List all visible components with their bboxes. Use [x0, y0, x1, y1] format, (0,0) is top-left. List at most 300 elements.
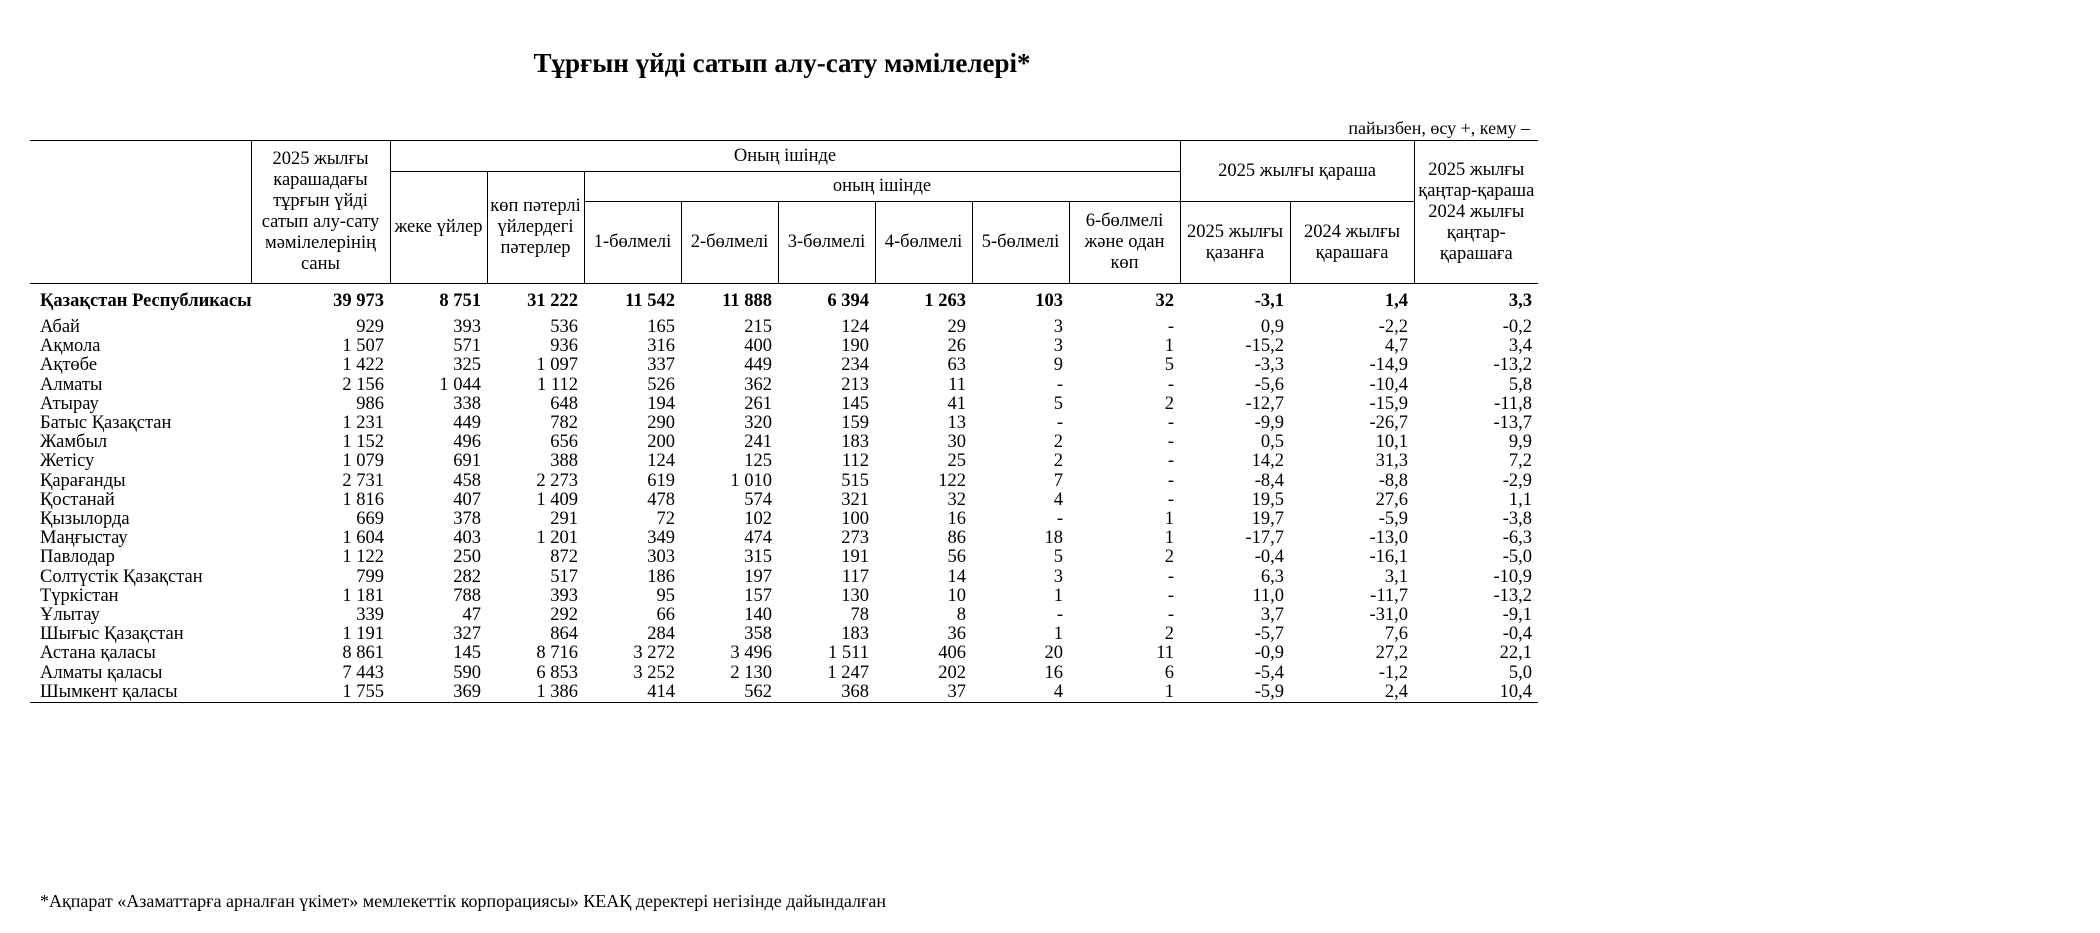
table-cell: 117: [841, 566, 869, 587]
table-cell: -3,3: [1254, 355, 1285, 376]
table-cell: 10,4: [1414, 683, 1538, 703]
table-cell: 407: [453, 489, 481, 510]
header-vs-nov-2024: 2024 жылғы қарашаға: [1290, 202, 1414, 284]
table-cell: 7: [1053, 470, 1063, 491]
table-cell: 349: [647, 528, 675, 549]
table-cell: 337: [647, 355, 675, 376]
table-cell: 130: [841, 585, 869, 606]
region-name: Ақтөбе: [40, 355, 98, 376]
table-cell: -: [1167, 566, 1175, 587]
region-name: Қызылорда: [40, 509, 130, 530]
table-cell: -11,8: [1494, 393, 1533, 414]
table-cell: 31 222: [527, 291, 578, 311]
table-cell: -0,2: [1502, 317, 1533, 337]
table-cell: 10,1: [1375, 432, 1409, 453]
table-cell: -5,4: [1254, 662, 1285, 683]
table-cell: 321: [841, 489, 869, 510]
region-name: Батыс Қазақстан: [40, 413, 172, 434]
table-cell: 799: [356, 566, 384, 587]
table-cell: 458: [453, 470, 481, 491]
table-cell: 691: [453, 451, 481, 472]
region-name: Алматы: [40, 374, 103, 395]
table-cell: 30: [947, 432, 966, 453]
table-cell: -1,2: [1378, 662, 1409, 683]
table-cell: 320: [744, 413, 772, 434]
table-cell: 11 542: [625, 291, 675, 311]
table-cell: -0,4: [1254, 547, 1285, 568]
table-cell: 1 816: [342, 489, 384, 510]
table-cell: 86: [947, 528, 966, 549]
table-cell: 3 272: [633, 643, 675, 664]
table-cell: 574: [744, 489, 772, 510]
unit-note: пайызбен, өсу +, кему –: [1348, 118, 1530, 138]
table-cell: 303: [647, 547, 675, 568]
table-cell: -3,1: [1254, 291, 1285, 311]
housing-deals-table: [30, 140, 1538, 703]
header-room-2: 2-бөлмелі: [681, 202, 778, 284]
table-cell: 273: [841, 528, 869, 549]
table-row: [30, 395, 1538, 414]
table-cell: 5,0: [1508, 662, 1533, 683]
table-cell: 103: [1035, 291, 1063, 311]
table-cell: 6 394: [827, 291, 869, 311]
region-name: Шығыс Қазақстан: [40, 624, 184, 645]
header-room-6-plus: 6-бөлмелі және одан көп: [1069, 202, 1180, 284]
table-row: [30, 337, 1538, 356]
table-cell: 1 191: [342, 624, 384, 645]
table-cell: -6,3: [1502, 528, 1533, 549]
table-cell: 6: [1164, 662, 1175, 683]
table-cell: 215: [744, 317, 772, 337]
table-cell: 14: [947, 566, 966, 587]
table-cell: 3: [1053, 336, 1063, 357]
table-cell: -: [1167, 413, 1175, 434]
table-cell: 619: [647, 470, 675, 491]
region-name: Қазақстан Республикасы: [40, 291, 252, 311]
region-name: Ұлытау: [40, 605, 100, 626]
table-cell: 648: [550, 393, 578, 414]
table-cell: 16: [947, 509, 966, 530]
table-cell: -5,0: [1502, 547, 1533, 568]
table-cell: 145: [453, 643, 481, 664]
table-row-total: [30, 284, 1538, 319]
table-cell: 202: [938, 662, 966, 683]
table-cell: 124: [647, 451, 675, 472]
table-cell: 1: [1164, 509, 1175, 530]
table-cell: 112: [841, 451, 869, 472]
table-cell: 4: [972, 683, 1069, 703]
table-cell: 2 273: [536, 470, 578, 491]
table-cell: -8,8: [1378, 470, 1409, 491]
table-cell: -: [1167, 585, 1175, 606]
table-cell: 190: [841, 336, 869, 357]
table-cell: 8 861: [342, 643, 384, 664]
table-cell: 8: [956, 605, 966, 626]
table-cell: 1 386: [487, 683, 584, 703]
table-cell: 478: [647, 489, 675, 510]
table-cell: -31,0: [1369, 605, 1409, 626]
table-cell: 929: [356, 317, 384, 337]
table-cell: 8 751: [439, 291, 481, 311]
table-cell: 191: [841, 547, 869, 568]
table-cell: 368: [778, 683, 875, 703]
table-cell: 2 130: [730, 662, 772, 683]
table-cell: 16: [1044, 662, 1063, 683]
table-cell: 3,1: [1384, 566, 1409, 587]
table-cell: 241: [744, 432, 772, 453]
header-nov-2025: 2025 жылғы қараша: [1180, 141, 1414, 202]
region-name: Павлодар: [40, 547, 115, 568]
table-cell: 362: [744, 374, 772, 395]
table-cell: 1 604: [342, 528, 384, 549]
page-title: Тұрғын үйді сатып алу-сату мәмілелері*: [533, 48, 1031, 78]
table-cell: 11: [948, 374, 966, 395]
table-cell: 3 496: [730, 643, 772, 664]
table-cell: 2: [1164, 547, 1175, 568]
table-row: [30, 664, 1538, 683]
table-cell: 22,1: [1499, 643, 1533, 664]
table-cell: 95: [656, 585, 675, 606]
table-cell: 197: [744, 566, 772, 587]
table-cell: 562: [681, 683, 778, 703]
table-cell: 3,4: [1508, 336, 1533, 357]
table-cell: 26: [947, 336, 966, 357]
table-cell: 339: [356, 605, 384, 626]
table-row: [30, 510, 1538, 529]
table-cell: 3,7: [1260, 605, 1285, 626]
table-cell: 393: [453, 317, 481, 337]
table-row: [30, 491, 1538, 510]
table-cell: -: [1056, 605, 1063, 626]
table-cell: 536: [550, 317, 578, 337]
table-row: [30, 548, 1538, 567]
table-cell: -: [1167, 432, 1175, 453]
table-cell: 14,2: [1251, 451, 1285, 472]
table-cell: 32: [947, 489, 966, 510]
table-cell: 1,1: [1508, 489, 1533, 510]
table-cell: -15,2: [1245, 336, 1285, 357]
table-cell: 2: [1053, 451, 1063, 472]
table-cell: -2,2: [1378, 317, 1409, 337]
table-cell: 9,9: [1508, 432, 1533, 453]
region-name: Түркістан: [40, 585, 119, 606]
table-cell: 1 097: [536, 355, 578, 376]
table-cell: 3: [1053, 566, 1063, 587]
table-cell: 18: [1044, 528, 1063, 549]
table-cell: 2,4: [1290, 683, 1414, 703]
table-cell: 1 247: [827, 662, 869, 683]
table-cell: -15,9: [1369, 393, 1409, 414]
table-cell: -10,9: [1493, 566, 1533, 587]
table-cell: 37: [875, 683, 972, 703]
table-cell: 1 422: [342, 355, 384, 376]
table-cell: 5: [1164, 355, 1175, 376]
table-cell: 157: [744, 585, 772, 606]
table-cell: 2: [1053, 432, 1063, 453]
table-cell: 72: [656, 509, 675, 530]
table-cell: 140: [744, 605, 772, 626]
table-cell: 1 079: [342, 451, 384, 472]
table-cell: 6,3: [1260, 566, 1285, 587]
region-name: Ақмола: [40, 336, 101, 357]
table-cell: 183: [841, 624, 869, 645]
table-cell: 1 181: [342, 585, 384, 606]
table-cell: 669: [356, 509, 384, 530]
table-row: [30, 318, 1538, 337]
table-cell: -12,7: [1245, 393, 1285, 414]
table-cell: 2: [1164, 393, 1175, 414]
table-cell: 388: [550, 451, 578, 472]
header-apartments: көп пәтерлі үйлердегі пәтерлер: [487, 172, 584, 284]
table-cell: -13,0: [1369, 528, 1409, 549]
region-name: Атырау: [40, 393, 99, 414]
table-cell: 1 507: [342, 336, 384, 357]
table-cell: 378: [453, 509, 481, 530]
table-cell: 325: [453, 355, 481, 376]
table-cell: 124: [841, 317, 869, 337]
table-cell: 2: [1164, 624, 1175, 645]
table-cell: 403: [453, 528, 481, 549]
table-cell: 56: [947, 547, 966, 568]
table-cell: 31,3: [1375, 451, 1409, 472]
table-cell: 13: [947, 413, 966, 434]
table-cell: 7,2: [1508, 451, 1533, 472]
table-cell: 7,6: [1384, 624, 1409, 645]
table-cell: 782: [550, 413, 578, 434]
table-cell: 165: [647, 317, 675, 337]
table-cell: -14,9: [1369, 355, 1409, 376]
table-cell: 10: [947, 585, 966, 606]
table-cell: -9,9: [1254, 413, 1285, 434]
table-cell: -0,4: [1502, 624, 1533, 645]
table-cell: 369: [390, 683, 487, 703]
table-cell: -: [1167, 317, 1175, 337]
table-cell: 1: [1053, 624, 1063, 645]
table-cell: -5,9: [1378, 509, 1409, 530]
table-cell: 292: [550, 605, 578, 626]
table-cell: 63: [947, 355, 966, 376]
table-cell: -10,4: [1369, 374, 1409, 395]
table-cell: 872: [550, 547, 578, 568]
table-cell: 1 122: [342, 547, 384, 568]
table-row: [30, 625, 1538, 644]
table-cell: 1: [1164, 528, 1175, 549]
table-cell: -: [1056, 374, 1063, 395]
table-cell: 788: [453, 585, 481, 606]
table-cell: -26,7: [1369, 413, 1409, 434]
table-row: [30, 568, 1538, 587]
table-cell: 316: [647, 336, 675, 357]
table-cell: -13,2: [1493, 585, 1533, 606]
table-cell: 3: [1053, 317, 1063, 337]
table-cell: 449: [453, 413, 481, 434]
table-cell: 213: [841, 374, 869, 395]
table-cell: -: [1167, 470, 1175, 491]
table-cell: 47: [462, 605, 481, 626]
table-cell: 4,7: [1384, 336, 1409, 357]
table-cell: 1 511: [828, 643, 869, 664]
table-cell: 186: [647, 566, 675, 587]
table-cell: 5,8: [1508, 374, 1533, 395]
table-cell: 8 716: [536, 643, 578, 664]
table-cell: 78: [850, 605, 869, 626]
table-cell: 358: [744, 624, 772, 645]
table-cell: 393: [550, 585, 578, 606]
table-cell: 125: [744, 451, 772, 472]
table-row: [30, 529, 1538, 548]
table-cell: -: [1167, 605, 1175, 626]
table-cell: 936: [550, 336, 578, 357]
table-cell: 11,0: [1252, 585, 1285, 606]
table-cell: 261: [744, 393, 772, 414]
table-cell: 7 443: [342, 662, 384, 683]
table-cell: 496: [453, 432, 481, 453]
table-cell: 29: [947, 317, 966, 337]
table-cell: -13,2: [1493, 355, 1533, 376]
table-row: [30, 452, 1538, 471]
table-cell: 32: [1155, 291, 1175, 311]
table-cell: 864: [550, 624, 578, 645]
table-cell: 250: [453, 547, 481, 568]
table-cell: 25: [947, 451, 966, 472]
table-cell: 5: [1053, 393, 1063, 414]
table-cell: -9,1: [1502, 605, 1533, 626]
table-cell: 2 731: [342, 470, 384, 491]
table-cell: -: [1167, 374, 1175, 395]
table-cell: 102: [744, 509, 772, 530]
table-cell: 315: [744, 547, 772, 568]
header-room-5: 5-бөлмелі: [972, 202, 1069, 284]
table-cell: 526: [647, 374, 675, 395]
table-cell: 27,6: [1375, 489, 1409, 510]
table-cell: 66: [656, 605, 675, 626]
table-cell: 194: [647, 393, 675, 414]
table-cell: -2,9: [1502, 470, 1533, 491]
region-name: Абай: [40, 317, 80, 337]
table-cell: -5,7: [1254, 624, 1285, 645]
table-cell: -16,1: [1369, 547, 1409, 568]
table-cell: -0,9: [1254, 643, 1285, 664]
header-room-1: 1-бөлмелі: [584, 202, 681, 284]
table-cell: 1 755: [251, 683, 390, 703]
table-cell: 1: [1069, 683, 1180, 703]
table-cell: 1 112: [537, 374, 578, 395]
footnote: *Ақпарат «Азаматтарға арналған үкімет» мемлекеттік корпорациясы» КЕАҚ деректері негізінде дайындалған: [40, 891, 886, 911]
table-row: [30, 433, 1538, 452]
table-cell: 515: [841, 470, 869, 491]
table-cell: 41: [947, 393, 966, 414]
table-cell: 9: [1053, 355, 1063, 376]
table-cell: 183: [841, 432, 869, 453]
table-cell: 338: [453, 393, 481, 414]
table-cell: 290: [647, 413, 675, 434]
table-row: [30, 472, 1538, 491]
table-cell: 234: [841, 355, 869, 376]
table-cell: 414: [584, 683, 681, 703]
table-cell: 5: [1053, 547, 1063, 568]
table-cell: 406: [938, 643, 966, 664]
table-cell: 1 409: [536, 489, 578, 510]
table-row: [30, 356, 1538, 375]
table-cell: 449: [744, 355, 772, 376]
table-cell: 400: [744, 336, 772, 357]
table-cell: -13,7: [1493, 413, 1533, 434]
table-cell: 1 263: [924, 291, 966, 311]
table-cell: -: [1056, 413, 1063, 434]
table-row: [30, 376, 1538, 395]
region-name: Жамбыл: [40, 432, 108, 453]
table-cell: -: [1167, 489, 1175, 510]
table-cell: -: [1167, 451, 1175, 472]
table-cell: 282: [453, 566, 481, 587]
table-cell: 327: [453, 624, 481, 645]
region-name: Жетісу: [40, 451, 95, 472]
table-row: [30, 414, 1538, 433]
table-cell: 0,9: [1260, 317, 1285, 337]
table-cell: -11,7: [1370, 585, 1409, 606]
region-name: Қостанай: [40, 489, 115, 510]
table-cell: 986: [356, 393, 384, 414]
table-cell: 11 888: [722, 291, 772, 311]
table-cell: 284: [647, 624, 675, 645]
table-cell: 0,5: [1260, 432, 1285, 453]
table-cell: 1 152: [342, 432, 384, 453]
table-body: [30, 284, 1538, 703]
table-cell: 100: [841, 509, 869, 530]
table-cell: 590: [453, 662, 481, 683]
table-cell: 19,5: [1251, 489, 1285, 510]
header-room-3: 3-бөлмелі: [778, 202, 875, 284]
table-cell: 1 231: [342, 413, 384, 434]
table-cell: -3,8: [1502, 509, 1533, 530]
region-name: Солтүстік Қазақстан: [40, 566, 203, 587]
table-cell: 159: [841, 413, 869, 434]
header-of-which: Оның ішінде: [390, 141, 1180, 172]
table-cell: 19,7: [1251, 509, 1285, 530]
table-row: [30, 587, 1538, 606]
region-name: Маңғыстау: [40, 528, 128, 549]
table-cell: 3,3: [1508, 291, 1533, 311]
table-cell: 27,2: [1375, 643, 1409, 664]
table-cell: -17,7: [1245, 528, 1285, 549]
table-cell: -8,4: [1254, 470, 1285, 491]
header-ytd: 2025 жылғы қаңтар-қараша 2024 жылғы қаңтар-қарашаға: [1414, 141, 1538, 284]
table-cell: -: [1056, 509, 1063, 530]
header-vs-oct-2025: 2025 жылғы қазанға: [1180, 202, 1290, 284]
table-cell: 1,4: [1384, 291, 1409, 311]
table-cell: 39 973: [333, 291, 384, 311]
table-cell: -5,9: [1180, 683, 1290, 703]
table-row: [30, 644, 1538, 663]
table-cell: 6 853: [536, 662, 578, 683]
table-cell: 1 201: [536, 528, 578, 549]
table-cell: 571: [453, 336, 481, 357]
table-cell: 145: [841, 393, 869, 414]
header-of-which-sub: оның ішінде: [584, 172, 1180, 202]
table-cell: 11: [1156, 643, 1175, 664]
table-row: [30, 606, 1538, 625]
table-cell: 2 156: [342, 374, 384, 395]
table-cell: 20: [1044, 643, 1063, 664]
table-cell: 656: [550, 432, 578, 453]
header-private-houses: жеке үйлер: [390, 172, 487, 284]
table-cell: 517: [550, 566, 578, 587]
header-total-deals: 2025 жылғы карашадағы тұрғын үйді сатып алу-сату мәмілелерінің саны: [251, 141, 390, 284]
table-cell: 122: [938, 470, 966, 491]
table-cell: 1: [1164, 336, 1175, 357]
table-cell: -5,6: [1254, 374, 1285, 395]
header-room-4: 4-бөлмелі: [875, 202, 972, 284]
